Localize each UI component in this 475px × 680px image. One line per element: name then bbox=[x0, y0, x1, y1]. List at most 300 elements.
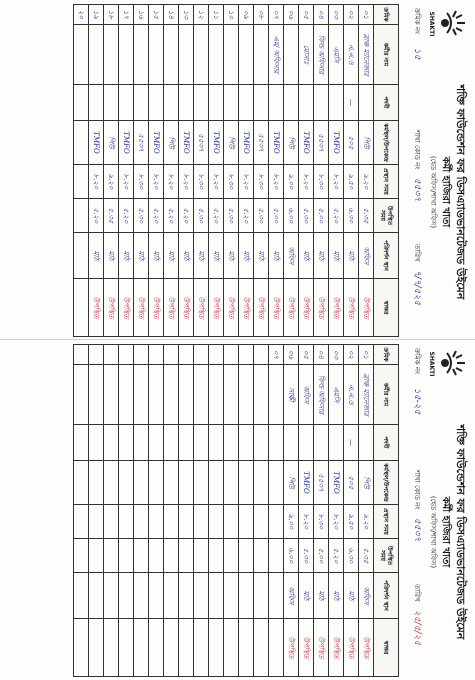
visit-place-cell bbox=[209, 573, 224, 619]
designation-cell bbox=[284, 85, 299, 121]
in-time-cell bbox=[74, 199, 89, 233]
designation-cell bbox=[194, 425, 209, 461]
in-time-cell bbox=[209, 539, 224, 573]
visit-place-cell: অফিস bbox=[284, 233, 299, 279]
center-cell: TMFO bbox=[299, 121, 314, 165]
serial-cell: ০২ bbox=[344, 5, 359, 25]
signature-cell: উপস্থিত bbox=[164, 279, 179, 337]
visit-place-cell: মাঠ bbox=[224, 233, 239, 279]
visit-place-cell bbox=[194, 573, 209, 619]
signature-cell bbox=[119, 619, 134, 677]
column-header: উপস্থিত সময় bbox=[374, 539, 399, 573]
center-cell: ৫৫৩৭ bbox=[194, 121, 209, 165]
serial-cell: ১১ bbox=[209, 5, 224, 25]
shakti-logo-icon bbox=[435, 6, 469, 40]
shakti-logo-icon bbox=[435, 346, 469, 380]
column-header: স্বাক্ষর bbox=[374, 619, 399, 677]
designation-cell bbox=[179, 85, 194, 121]
name-cell: ব্রাঞ্চ ম্যানেজার bbox=[359, 365, 374, 425]
out-time-cell bbox=[119, 505, 134, 539]
center-cell: ৫৫৩৭ bbox=[314, 461, 329, 505]
designation-cell bbox=[299, 425, 314, 461]
signature-cell bbox=[74, 619, 89, 677]
designation-cell bbox=[359, 85, 374, 121]
table-row bbox=[254, 5, 269, 337]
table-row bbox=[194, 5, 209, 337]
signature-cell: উপস্থিত bbox=[224, 279, 239, 337]
center-cell: পিউ bbox=[224, 121, 239, 165]
table-row bbox=[359, 345, 374, 677]
in-time-cell: ৫.২০ bbox=[149, 199, 164, 233]
out-time-cell bbox=[224, 505, 239, 539]
name-cell bbox=[179, 25, 194, 85]
designation-cell bbox=[104, 85, 119, 121]
signature-cell: উপস্থিত bbox=[359, 279, 374, 337]
serial-cell: ১৯ bbox=[89, 5, 104, 25]
in-time-cell: ৫.৩০ bbox=[254, 199, 269, 233]
center-cell bbox=[119, 461, 134, 505]
designation-cell bbox=[269, 425, 284, 461]
in-time-cell: ৫.৩৫ bbox=[359, 199, 374, 233]
serial-cell bbox=[164, 345, 179, 365]
signature-cell: উপস্থিত bbox=[209, 279, 224, 337]
signature-cell: উপস্থিত bbox=[299, 619, 314, 677]
serial-cell bbox=[104, 345, 119, 365]
name-cell: ফিল্ড অফিসার bbox=[314, 365, 329, 425]
visit-place-cell: মাঠ bbox=[344, 233, 359, 279]
name-cell: মোসাঃ bbox=[299, 25, 314, 85]
in-time-cell: ৫.২০ bbox=[164, 199, 179, 233]
table-row bbox=[269, 345, 284, 677]
name-cell: সাক্ষী bbox=[284, 365, 299, 425]
visit-place-cell: মাঠ bbox=[314, 573, 329, 619]
designation-cell: — bbox=[344, 85, 359, 121]
serial-cell: ০৫ bbox=[299, 345, 314, 365]
center-cell: TMFO bbox=[209, 121, 224, 165]
table-row bbox=[209, 5, 224, 337]
visit-place-cell: অফিস bbox=[359, 573, 374, 619]
signature-cell bbox=[164, 619, 179, 677]
serial-cell: ০৯ bbox=[239, 5, 254, 25]
in-time-cell: ৬.৩০ bbox=[344, 199, 359, 233]
in-time-cell bbox=[104, 539, 119, 573]
center-cell bbox=[89, 461, 104, 505]
visit-place-cell: মাঠ bbox=[194, 233, 209, 279]
center-cell bbox=[104, 461, 119, 505]
name-cell bbox=[224, 365, 239, 425]
serial-cell: ০৭ bbox=[269, 5, 284, 25]
out-time-cell bbox=[254, 505, 269, 539]
visit-place-cell: মাঠ bbox=[329, 573, 344, 619]
signature-cell bbox=[209, 619, 224, 677]
designation-cell bbox=[164, 425, 179, 461]
in-time-cell: ৬.৩০ bbox=[344, 539, 359, 573]
in-time-cell: ৫.০০ bbox=[314, 539, 329, 573]
center-cell: TMFO bbox=[89, 121, 104, 165]
serial-cell: ১০ bbox=[224, 5, 239, 25]
name-cell bbox=[164, 25, 179, 85]
designation-cell bbox=[74, 85, 89, 121]
out-time-cell: ৮.২০ bbox=[119, 165, 134, 199]
in-time-cell: ৫.০০ bbox=[314, 199, 329, 233]
column-header: কর্মীর নাম bbox=[374, 365, 399, 425]
signature-cell bbox=[179, 619, 194, 677]
out-time-cell bbox=[149, 505, 164, 539]
designation-cell: — bbox=[344, 425, 359, 461]
date-value: ২৫/৫/২৫ bbox=[412, 610, 422, 646]
out-time-cell: ৮.৩০ bbox=[134, 165, 149, 199]
register-title: কর্মী হাজিরা খাতা bbox=[440, 496, 451, 568]
name-cell bbox=[269, 365, 284, 425]
serial-cell: ০১ bbox=[359, 5, 374, 25]
visit-place-cell: অফিস bbox=[284, 573, 299, 619]
out-time-cell bbox=[164, 505, 179, 539]
name-cell bbox=[209, 25, 224, 85]
name-cell bbox=[119, 365, 134, 425]
signature-cell bbox=[239, 619, 254, 677]
table-row bbox=[104, 5, 119, 337]
center-cell: ৫৫৩৭ bbox=[134, 121, 149, 165]
column-header: ক্রমিক bbox=[374, 5, 399, 25]
serial-cell: ০৬ bbox=[284, 5, 299, 25]
column-header: কর্মস্থল/উপকেন্দ্র bbox=[374, 121, 399, 165]
visit-place-cell bbox=[89, 573, 104, 619]
designation-cell bbox=[224, 85, 239, 121]
name-cell bbox=[89, 25, 104, 85]
serial-cell: ০৪ bbox=[314, 345, 329, 365]
visit-place-cell: মাঠ bbox=[344, 573, 359, 619]
column-header: উপস্থিত সময় bbox=[374, 199, 399, 233]
in-time-cell bbox=[194, 539, 209, 573]
visit-place-cell bbox=[269, 573, 284, 619]
serial-cell: ১৪ bbox=[164, 5, 179, 25]
in-time-cell: ৫.৩৫ bbox=[359, 539, 374, 573]
serial-cell: ০১ bbox=[359, 345, 374, 365]
designation-cell bbox=[194, 85, 209, 121]
date-label: তারিখ bbox=[413, 584, 421, 602]
signature-cell bbox=[224, 619, 239, 677]
attendance-table bbox=[73, 344, 399, 677]
center-cell: পিউ bbox=[284, 121, 299, 165]
name-cell bbox=[89, 365, 104, 425]
out-time-cell bbox=[74, 165, 89, 199]
signature-cell bbox=[134, 619, 149, 677]
column-header: প্রস্থান সময় bbox=[374, 505, 399, 539]
name-cell bbox=[284, 25, 299, 85]
signature-cell: উপস্থিত bbox=[299, 279, 314, 337]
out-time-cell bbox=[104, 505, 119, 539]
visit-place-cell: মাঠ bbox=[89, 233, 104, 279]
table-row bbox=[224, 345, 239, 677]
out-time-cell bbox=[74, 505, 89, 539]
designation-cell bbox=[179, 425, 194, 461]
serial-cell bbox=[134, 345, 149, 365]
column-header: পরিদর্শন স্থান bbox=[374, 573, 399, 619]
out-time-cell: ৮.২০ bbox=[269, 165, 284, 199]
out-time-cell bbox=[239, 505, 254, 539]
designation-cell bbox=[149, 425, 164, 461]
table-row bbox=[269, 5, 284, 337]
name-cell: এ.এ.ও bbox=[344, 25, 359, 85]
in-time-cell: ৫.০০ bbox=[269, 199, 284, 233]
branch-code-label: শাখা কোড নং bbox=[413, 130, 421, 170]
designation-cell bbox=[329, 425, 344, 461]
designation-cell bbox=[314, 85, 329, 121]
visit-place-cell: মাঠ bbox=[209, 233, 224, 279]
attendance-table bbox=[73, 4, 399, 337]
signature-cell bbox=[74, 279, 89, 337]
in-time-cell: ৫.৩০ bbox=[134, 199, 149, 233]
center-cell bbox=[149, 461, 164, 505]
designation-cell bbox=[254, 425, 269, 461]
signature-cell: উপস্থিত bbox=[179, 279, 194, 337]
name-cell bbox=[239, 365, 254, 425]
table-row bbox=[209, 345, 224, 677]
serial-cell: ০৪ bbox=[314, 5, 329, 25]
column-header: স্বাক্ষর bbox=[374, 279, 399, 337]
signature-cell bbox=[89, 619, 104, 677]
in-time-cell: ৬.০০ bbox=[284, 199, 299, 233]
signature-cell: উপস্থিত bbox=[149, 279, 164, 337]
branch-code-value: ৫৫৩৭ bbox=[412, 518, 422, 542]
serial-cell: ১২ bbox=[194, 5, 209, 25]
date-value: ৭/৭/৫২৫ bbox=[412, 270, 422, 306]
designation-cell bbox=[119, 85, 134, 121]
out-time-cell bbox=[194, 505, 209, 539]
visit-place-cell: মাঠ bbox=[104, 233, 119, 279]
table-row bbox=[134, 345, 149, 677]
out-time-cell: ৮.৩০ bbox=[314, 505, 329, 539]
center-cell: TMFO bbox=[149, 121, 164, 165]
visit-place-cell bbox=[104, 573, 119, 619]
register-subtitle: (হেড অফিস/শাখা অফিস) bbox=[429, 155, 437, 229]
signature-cell: উপস্থিত bbox=[344, 619, 359, 677]
signature-cell: উপস্থিত bbox=[314, 279, 329, 337]
signature-cell: উপস্থিত bbox=[104, 279, 119, 337]
center-cell: TMFO bbox=[329, 461, 344, 505]
signature-cell bbox=[269, 619, 284, 677]
signature-cell: উপস্থিত bbox=[134, 279, 149, 337]
center-cell: TMFO bbox=[239, 121, 254, 165]
center-cell bbox=[74, 121, 89, 165]
name-cell bbox=[254, 25, 269, 85]
out-time-cell: ৮.২০ bbox=[299, 505, 314, 539]
center-cell bbox=[74, 461, 89, 505]
name-cell: এম/ অফিসার bbox=[269, 25, 284, 85]
in-time-cell bbox=[74, 539, 89, 573]
serial-cell bbox=[179, 345, 194, 365]
table-row bbox=[74, 5, 89, 337]
in-time-cell: ৫.২০ bbox=[239, 199, 254, 233]
out-time-cell: ৮.২০ bbox=[149, 165, 164, 199]
column-header: ক্রমিক bbox=[374, 345, 399, 365]
center-cell: পিউ bbox=[164, 121, 179, 165]
serial-label: ক্রমিক নং bbox=[413, 348, 421, 375]
center-cell bbox=[269, 461, 284, 505]
signature-cell: উপস্থিত bbox=[89, 279, 104, 337]
attendance-sheet-bottom bbox=[0, 340, 475, 680]
column-header: কর্মস্থল/উপকেন্দ্র bbox=[374, 461, 399, 505]
center-cell: ৫০৫ bbox=[344, 461, 359, 505]
visit-place-cell: মাঠ bbox=[269, 233, 284, 279]
out-time-cell: ৮.২০ bbox=[329, 505, 344, 539]
serial-cell: ১৮ bbox=[104, 5, 119, 25]
out-time-cell: ৮.২০ bbox=[239, 165, 254, 199]
organization-name: শক্তি ফাউন্ডেশন ফর ডিসএ্যাডভানটেজড উইমেন bbox=[454, 84, 467, 300]
signature-cell: উপস্থিত bbox=[314, 619, 329, 677]
designation-cell bbox=[359, 425, 374, 461]
center-cell: ৫০৫ bbox=[344, 121, 359, 165]
designation-cell bbox=[89, 425, 104, 461]
designation-cell bbox=[119, 425, 134, 461]
logo-wordmark: SHAKTI bbox=[428, 351, 435, 377]
name-cell bbox=[209, 365, 224, 425]
in-time-cell bbox=[239, 539, 254, 573]
center-cell: TMFO bbox=[269, 121, 284, 165]
name-cell bbox=[134, 365, 149, 425]
center-cell bbox=[194, 461, 209, 505]
serial-label: ক্রমিক নং bbox=[413, 8, 421, 35]
table-row bbox=[254, 345, 269, 677]
out-time-cell bbox=[209, 505, 224, 539]
visit-place-cell: মাঠ bbox=[149, 233, 164, 279]
out-time-cell: ৮.২০ bbox=[209, 165, 224, 199]
table-row bbox=[329, 345, 344, 677]
designation-cell bbox=[209, 85, 224, 121]
signature-cell: উপস্থিত bbox=[359, 619, 374, 677]
serial-number: ১৫-২৫ bbox=[412, 388, 422, 415]
center-cell bbox=[254, 461, 269, 505]
designation-cell bbox=[239, 85, 254, 121]
in-time-cell: ৫.৩০ bbox=[299, 199, 314, 233]
register-title: কর্মী হাজিরা খাতা bbox=[440, 156, 451, 228]
serial-cell: ০৬ bbox=[284, 345, 299, 365]
designation-cell bbox=[89, 85, 104, 121]
visit-place-cell bbox=[224, 573, 239, 619]
visit-place-cell bbox=[254, 573, 269, 619]
in-time-cell: ৫.২০ bbox=[119, 199, 134, 233]
center-cell bbox=[134, 461, 149, 505]
signature-cell: উপস্থিত bbox=[344, 279, 359, 337]
visit-place-cell: মাঠ bbox=[119, 233, 134, 279]
name-cell: ফিল্ড অফিসার bbox=[314, 25, 329, 85]
in-time-cell bbox=[179, 539, 194, 573]
serial-cell bbox=[89, 345, 104, 365]
serial-cell: ১৫ bbox=[149, 5, 164, 25]
table-row bbox=[239, 345, 254, 677]
designation-cell bbox=[269, 85, 284, 121]
serial-cell bbox=[119, 345, 134, 365]
in-time-cell bbox=[149, 539, 164, 573]
logo-wordmark: SHAKTI bbox=[428, 11, 435, 37]
serial-cell: ১৬ bbox=[134, 5, 149, 25]
visit-place-cell: মাঠ bbox=[299, 573, 314, 619]
table-row bbox=[119, 5, 134, 337]
signature-cell: উপস্থিত bbox=[269, 279, 284, 337]
out-time-cell: ৮.৩০ bbox=[314, 165, 329, 199]
table-row bbox=[344, 345, 359, 677]
center-cell bbox=[209, 461, 224, 505]
out-time-cell bbox=[89, 505, 104, 539]
designation-cell bbox=[149, 85, 164, 121]
in-time-cell bbox=[164, 539, 179, 573]
in-time-cell: ৫.২০ bbox=[89, 199, 104, 233]
in-time-cell bbox=[119, 539, 134, 573]
designation-cell bbox=[284, 425, 299, 461]
visit-place-cell: মাঠ bbox=[254, 233, 269, 279]
name-cell: অফিস bbox=[299, 365, 314, 425]
visit-place-cell bbox=[179, 573, 194, 619]
table-row bbox=[119, 345, 134, 677]
out-time-cell: ৮.২০ bbox=[164, 165, 179, 199]
out-time-cell: ৯.৫০ bbox=[344, 165, 359, 199]
in-time-cell bbox=[254, 539, 269, 573]
table-row bbox=[314, 345, 329, 677]
out-time-cell: ৯.২০ bbox=[359, 505, 374, 539]
visit-place-cell bbox=[74, 233, 89, 279]
serial-cell: ০৩ bbox=[329, 5, 344, 25]
signature-cell: উপস্থিত bbox=[284, 619, 299, 677]
signature-cell: উপস্থিত bbox=[254, 279, 269, 337]
serial-cell bbox=[239, 345, 254, 365]
center-cell bbox=[179, 461, 194, 505]
visit-place-cell bbox=[164, 573, 179, 619]
in-time-cell bbox=[89, 539, 104, 573]
out-time-cell: ৯.২০ bbox=[359, 165, 374, 199]
designation-cell bbox=[164, 85, 179, 121]
visit-place-cell: মাঠ bbox=[179, 233, 194, 279]
designation-cell bbox=[104, 425, 119, 461]
center-cell: ৫৫৩৭ bbox=[314, 121, 329, 165]
table-row bbox=[194, 345, 209, 677]
designation-cell bbox=[224, 425, 239, 461]
designation-cell bbox=[299, 85, 314, 121]
table-row bbox=[104, 345, 119, 677]
table-row bbox=[89, 345, 104, 677]
visit-place-cell bbox=[239, 573, 254, 619]
signature-cell: উপস্থিত bbox=[239, 279, 254, 337]
name-cell bbox=[104, 25, 119, 85]
visit-place-cell bbox=[74, 573, 89, 619]
in-time-cell: ৫.২০ bbox=[329, 539, 344, 573]
table-row bbox=[344, 5, 359, 337]
signature-cell bbox=[104, 619, 119, 677]
signature-cell bbox=[149, 619, 164, 677]
out-time-cell bbox=[134, 505, 149, 539]
name-cell bbox=[104, 365, 119, 425]
designation-cell bbox=[254, 85, 269, 121]
name-cell: ব্রাঞ্চ ম্যানেজার bbox=[359, 25, 374, 85]
name-cell bbox=[74, 365, 89, 425]
center-cell bbox=[239, 461, 254, 505]
table-row bbox=[329, 5, 344, 337]
center-cell: TMFO bbox=[119, 121, 134, 165]
name-cell bbox=[224, 25, 239, 85]
serial-cell: ০৫ bbox=[299, 5, 314, 25]
in-time-cell: ৫.২০ bbox=[209, 199, 224, 233]
table-row bbox=[74, 345, 89, 677]
in-time-cell bbox=[269, 539, 284, 573]
out-time-cell: ৯.২০ bbox=[104, 165, 119, 199]
in-time-cell: ৫.৩০ bbox=[299, 539, 314, 573]
visit-place-cell: মাঠ bbox=[299, 233, 314, 279]
name-cell bbox=[134, 25, 149, 85]
out-time-cell: ৯.৫০ bbox=[344, 505, 359, 539]
in-time-cell: ৬.০০ bbox=[284, 539, 299, 573]
visit-place-cell: অফিস bbox=[359, 233, 374, 279]
signature-cell: উপস্থিত bbox=[284, 279, 299, 337]
out-time-cell: ৮.৩০ bbox=[254, 165, 269, 199]
